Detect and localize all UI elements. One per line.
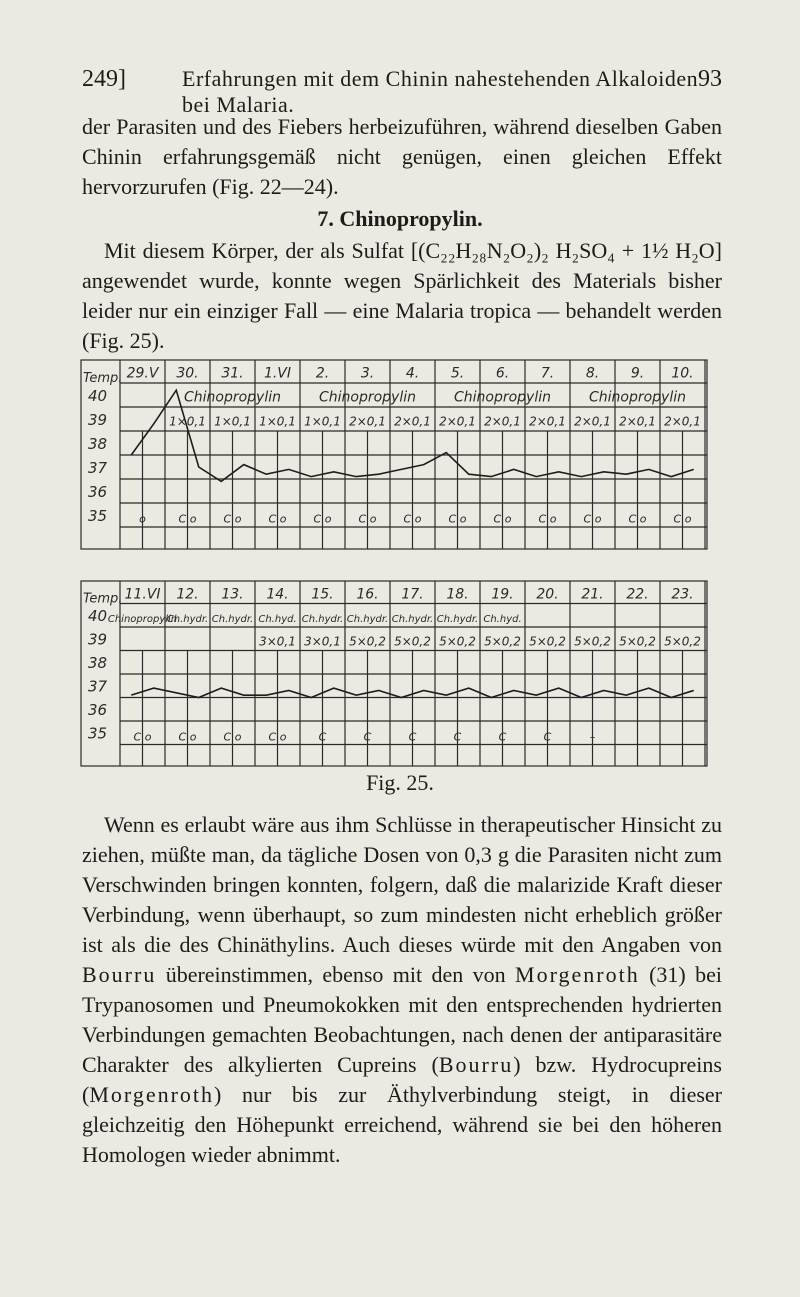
temp-tick-label: 39 bbox=[88, 411, 108, 429]
author-name: Morgenroth bbox=[515, 962, 640, 987]
day-label: 15. bbox=[311, 586, 334, 603]
dose-label: 5×0,2 bbox=[529, 634, 566, 649]
paragraph-3 bbox=[82, 810, 722, 1170]
author-name: Morgenroth bbox=[89, 1082, 215, 1107]
day-label: 14. bbox=[266, 586, 289, 603]
section-heading: 7. Chinopropylin. bbox=[317, 206, 483, 231]
dose-label: 2×0,1 bbox=[484, 414, 521, 429]
parasite-marker: C o bbox=[628, 512, 647, 526]
parasite-marker: C o bbox=[673, 512, 692, 526]
day-label: 2. bbox=[315, 365, 330, 382]
parasite-marker: C bbox=[408, 730, 417, 744]
dose-label: 2×0,1 bbox=[529, 414, 566, 429]
day-label: 22. bbox=[626, 586, 649, 603]
dose-label: 2×0,1 bbox=[664, 414, 701, 429]
parasite-marker: C o bbox=[403, 512, 422, 526]
parasite-marker: C o bbox=[538, 512, 557, 526]
drug-label: Ch.hyd. bbox=[258, 613, 297, 625]
dose-label: 5×0,2 bbox=[394, 634, 431, 649]
temp-tick-label: 40 bbox=[88, 607, 108, 626]
dose-label: 1×0,1 bbox=[304, 414, 341, 429]
day-label: 3. bbox=[360, 365, 375, 382]
parasite-marker: C o bbox=[178, 512, 197, 526]
day-label: 10. bbox=[671, 365, 694, 382]
dose-label: 2×0,1 bbox=[394, 414, 431, 429]
dose-label: 3×0,1 bbox=[259, 634, 296, 649]
parasite-marker: C o bbox=[268, 730, 287, 744]
text-run: (31) bei Trypanosomen und Pneumokokken mit den entsprechenden hydrierten Verbindungen gemachten Beobachtungen, nach denen der antiparasitäre Charakter des alkylierten Cupreins ( bbox=[82, 962, 722, 1077]
temp-tick-label: 38 bbox=[88, 654, 108, 673]
author-name: Bourru bbox=[438, 1052, 514, 1077]
day-label: 5. bbox=[450, 365, 465, 382]
temp-tick-label: 38 bbox=[88, 435, 108, 453]
dose-label: 2×0,1 bbox=[619, 414, 656, 429]
parasite-marker: – bbox=[589, 730, 596, 744]
day-label: 29.V bbox=[126, 365, 159, 382]
parasite-marker: C o bbox=[493, 512, 512, 526]
day-label: 1.VI bbox=[263, 365, 292, 382]
dose-label: 2×0,1 bbox=[574, 414, 611, 429]
day-label: 17. bbox=[401, 586, 424, 603]
parasite-marker: C bbox=[543, 730, 552, 744]
running-header bbox=[82, 66, 722, 117]
day-label: 7. bbox=[540, 365, 555, 382]
temp-axis-label: Temp. bbox=[83, 370, 123, 386]
drug-label: Ch.hydr. bbox=[391, 613, 434, 625]
text-run: ) nur bis zur Äthylverbindung steigt, in dieser gleichzeitig den Höhepunkt erreichend, während sie bei den höheren Homologen wieder abnimmt. bbox=[82, 1082, 722, 1167]
temp-tick-label: 39 bbox=[88, 630, 108, 649]
parasite-marker: o bbox=[139, 512, 146, 526]
drug-label: Chinopropylin bbox=[183, 389, 282, 406]
paragraph-1: der Parasiten und des Fiebers herbeizuführen, während dieselben Gaben Chinin erfahrungsgemäß nicht genügen, einen gleichen Effekt hervorzurufen (Fig. 22—24). bbox=[82, 114, 722, 199]
temp-tick-label: 35 bbox=[88, 724, 108, 743]
drug-label: Chinopropylin bbox=[107, 613, 178, 625]
parasite-marker: C bbox=[318, 730, 327, 744]
dose-label: 5×0,2 bbox=[349, 634, 386, 649]
day-label: 18. bbox=[446, 586, 469, 603]
day-label: 21. bbox=[581, 586, 604, 603]
day-label: 6. bbox=[495, 365, 510, 382]
dose-label: 5×0,2 bbox=[484, 634, 521, 649]
text-run: ) bzw. Hydrocupreins ( bbox=[82, 1052, 722, 1107]
drug-label: Chinopropylin bbox=[318, 389, 417, 406]
dose-label: 1×0,1 bbox=[214, 414, 251, 429]
page-number-right: 93 bbox=[698, 66, 722, 92]
day-label: 9. bbox=[630, 365, 645, 382]
text-run: Wenn es erlaubt wäre aus ihm Schlüsse in therapeutischer Hinsicht zu ziehen, müßte man, da tägliche Dosen von 0,3 g die Parasiten nicht zum Verschwinden bringen konnten, folgern, daß die malarizide Kraft dieser Verbindung, wenn überhaupt, so zum mindesten nicht erheblich größer ist als die des Chinäthylins. Auch dieses würde mit den Angaben von bbox=[82, 812, 722, 957]
parasite-marker: C o bbox=[268, 512, 287, 526]
day-label: 11.VI bbox=[124, 586, 161, 603]
parasite-marker: C o bbox=[448, 512, 467, 526]
drug-label: Ch.hydr. bbox=[166, 613, 209, 625]
dose-label: 1×0,1 bbox=[169, 414, 206, 429]
parasite-marker: C o bbox=[178, 730, 197, 744]
day-label: 8. bbox=[585, 365, 600, 382]
dose-label: 1×0,1 bbox=[259, 414, 296, 429]
page-number-left: 249] bbox=[82, 66, 126, 92]
parasite-marker: C bbox=[453, 730, 462, 744]
dose-label: 5×0,2 bbox=[664, 634, 701, 649]
temp-axis-label: Temp. bbox=[83, 591, 123, 607]
temp-tick-label: 36 bbox=[88, 701, 108, 720]
parasite-marker: C o bbox=[133, 730, 152, 744]
drug-label: Ch.hydr. bbox=[301, 613, 344, 625]
drug-label: Ch.hyd. bbox=[483, 613, 522, 625]
dose-label: 2×0,1 bbox=[439, 414, 476, 429]
day-label: 30. bbox=[176, 365, 199, 382]
temp-tick-label: 35 bbox=[88, 507, 108, 525]
dose-label: 2×0,1 bbox=[349, 414, 386, 429]
dose-label: 5×0,2 bbox=[574, 634, 611, 649]
drug-label: Chinopropylin bbox=[588, 389, 687, 406]
drug-label: Ch.hydr. bbox=[436, 613, 479, 625]
day-label: 12. bbox=[176, 586, 199, 603]
parasite-marker: C o bbox=[223, 730, 242, 744]
dose-label: 5×0,2 bbox=[619, 634, 656, 649]
parasite-marker: C bbox=[363, 730, 372, 744]
paragraph-2: Mit diesem Körper, der als Sulfat [(C₂₂H₂₈N₂O₂)₂ H₂SO₄ + 1½ H₂O] angewendet wurde, konnte wegen Spärlichkeit des Materials bisher leider nur ein einziger Fall — eine Malaria tropica — behandelt werden (Fig. 25). bbox=[82, 238, 722, 353]
fever-chart-2 bbox=[80, 580, 710, 768]
day-label: 4. bbox=[405, 365, 420, 382]
drug-label: Chinopropylin bbox=[453, 389, 552, 406]
parasite-marker: C o bbox=[313, 512, 332, 526]
fever-chart-1 bbox=[80, 359, 710, 551]
author-name: Bourru bbox=[82, 962, 157, 987]
parasite-marker: C o bbox=[583, 512, 602, 526]
text-run: übereinstimmen, ebenso mit den von bbox=[156, 962, 516, 987]
parasite-marker: C o bbox=[223, 512, 242, 526]
day-label: 16. bbox=[356, 586, 379, 603]
temp-tick-label: 37 bbox=[88, 677, 108, 696]
day-label: 13. bbox=[221, 586, 244, 603]
parasite-marker: C bbox=[498, 730, 507, 744]
day-label: 20. bbox=[536, 586, 559, 603]
parasite-marker: C o bbox=[358, 512, 377, 526]
dose-label: 5×0,2 bbox=[439, 634, 476, 649]
dose-label: 3×0,1 bbox=[304, 634, 341, 649]
drug-label: Ch.hydr. bbox=[346, 613, 389, 625]
day-label: 19. bbox=[491, 586, 514, 603]
temp-tick-label: 37 bbox=[88, 459, 108, 477]
temp-tick-label: 36 bbox=[88, 483, 108, 501]
figure-caption: Fig. 25. bbox=[366, 770, 434, 795]
day-label: 31. bbox=[221, 365, 244, 382]
temp-tick-label: 40 bbox=[88, 387, 108, 405]
running-title: Erfahrungen mit dem Chinin nahestehenden Alkaloiden bei Malaria. bbox=[182, 66, 699, 117]
day-label: 23. bbox=[671, 586, 694, 603]
drug-label: Ch.hydr. bbox=[211, 613, 254, 625]
